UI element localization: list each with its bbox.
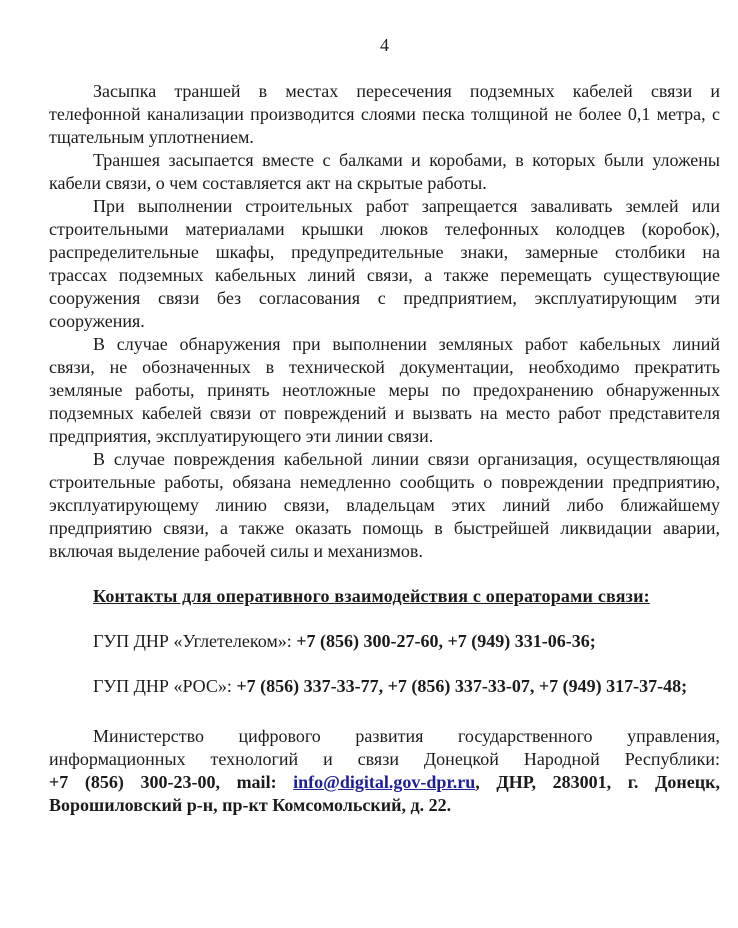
ministry-line: Министерство цифрового развития государственного управления, bbox=[93, 726, 720, 746]
body-paragraph bbox=[49, 448, 720, 563]
operator-name: ГУП ДНР «РОС»: bbox=[93, 676, 237, 696]
ministry-line: информационных технологий и связи Донецкой Народной Республики: bbox=[49, 749, 720, 769]
paragraph-line: тщательным уплотнением. bbox=[49, 127, 254, 147]
operator-name: ГУП ДНР «Углетелеком»: bbox=[93, 631, 297, 651]
paragraph-line: распределительные шкафы, предупредительные знаки, замерные столбики на bbox=[49, 242, 720, 262]
ministry-line bbox=[49, 771, 720, 794]
body-paragraph bbox=[49, 80, 720, 149]
paragraph-line: предприятия, эксплуатирующего эти линии связи. bbox=[49, 426, 434, 446]
ministry-phone: +7 (856) 300-23-00, mail: bbox=[49, 772, 294, 792]
paragraph-line: подземных кабелей связи от повреждений и вызвать на место работ представителя bbox=[49, 403, 720, 423]
contacts-heading: Контакты для оперативного взаимодействия с операторами связи: bbox=[93, 586, 650, 606]
paragraph-line: В случае повреждения кабельной линии связи организация, осуществляющая bbox=[93, 449, 720, 469]
operator-contact-row bbox=[49, 630, 720, 653]
paragraph-line: связи, не обозначенных в технической документации, необходимо прекратить bbox=[49, 357, 720, 377]
paragraph-line: При выполнении строительных работ запрещается заваливать землей или bbox=[93, 196, 720, 216]
paragraph-line: земляные работы, принять неотложные меры по предохранению обнаруженных bbox=[49, 380, 720, 400]
text-column bbox=[49, 34, 720, 817]
email-link[interactable]: info@digital.gov-dpr.ru bbox=[293, 772, 476, 792]
paragraph-line: строительными материалами крышки люков телефонных колодцев (коробок), bbox=[49, 219, 720, 239]
paragraph-line: Засыпка траншей в местах пересечения подземных кабелей связи и bbox=[93, 81, 720, 101]
paragraph-line: предприятию связи, а также оказать помощь в быстрейшей ликвидации аварии, bbox=[49, 518, 720, 538]
paragraph-line: Траншея засыпается вместе с балками и коробами, в которых были уложены bbox=[93, 150, 720, 170]
paragraph-line: телефонной канализации производится слоями песка толщиной не более 0,1 метра, с bbox=[49, 104, 720, 124]
ministry-line: Ворошиловский р-н, пр-кт Комсомольский, д. 22. bbox=[49, 795, 452, 815]
paragraph-line: эксплуатирующему линию связи, владельцам этих линий либо ближайшему bbox=[49, 495, 720, 515]
body-paragraphs bbox=[49, 80, 720, 563]
page-number: 4 bbox=[380, 35, 389, 55]
body-paragraph bbox=[49, 149, 720, 195]
paragraph-line: сооружения связи без согласования с предприятием, эксплуатирующим эти bbox=[49, 288, 720, 308]
paragraph-line: кабели связи, о чем составляется акт на скрытые работы. bbox=[49, 173, 487, 193]
operator-phones: +7 (856) 337-33-77, +7 (856) 337-33-07, +7 (949) 317-37-48; bbox=[236, 676, 688, 696]
ministry-paragraph bbox=[49, 725, 720, 817]
paragraph-line: В случае обнаружения при выполнении земляных работ кабельных линий bbox=[93, 334, 720, 354]
paragraph-line: строительные работы, обязана немедленно сообщить о повреждении предприятию, bbox=[49, 472, 720, 492]
paragraph-line: сооружения. bbox=[49, 311, 145, 331]
body-paragraph bbox=[49, 333, 720, 448]
operator-contact-row bbox=[49, 675, 720, 698]
paragraph-line: трассах подземных кабельных линий связи, а также перемещать существующие bbox=[49, 265, 720, 285]
paragraph-line: включая выделение рабочей силы и механизмов. bbox=[49, 541, 423, 561]
ministry-address: , ДНР, 283001, г. Донецк, bbox=[475, 772, 720, 792]
body-paragraph bbox=[49, 195, 720, 333]
operator-phones: +7 (856) 300-27-60, +7 (949) 331-06-36; bbox=[296, 631, 596, 651]
